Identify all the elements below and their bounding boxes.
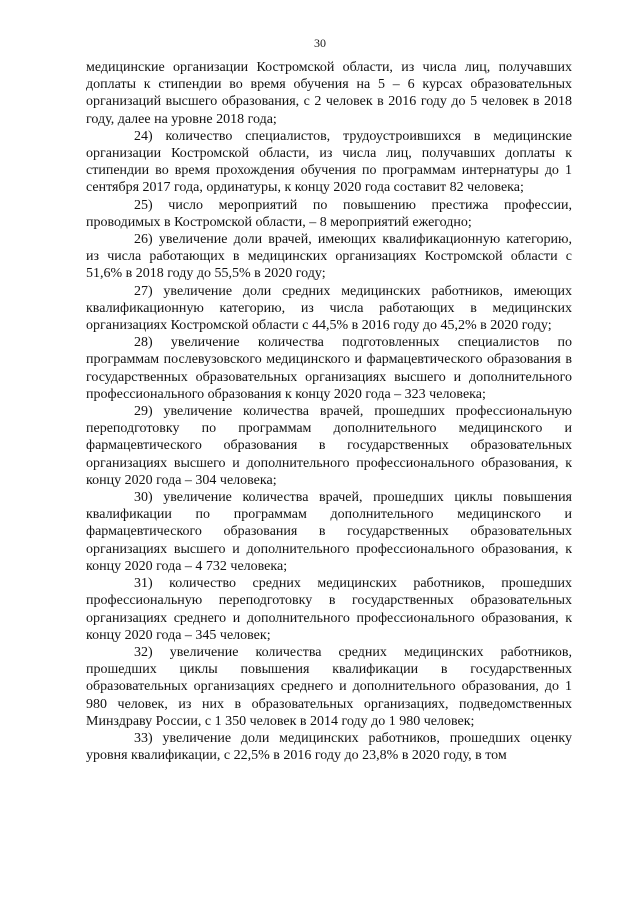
list-item-31: 31) количество средних медицинских работников, прошедших профессиональную переподготовку в государственных образовательных организациях среднего и дополнительного профессионального образования, к концу 2020 года – 345 человек; [86,576,572,643]
list-item-30: 30) увеличение количества врачей, прошедших циклы повышения квалификации по программам дополнительного медицинского и фармацевтического образования в государственных образовательных организациях высшего и дополнительного профессионального образования, к концу 2020 года – 4 732 человека; [86,490,572,574]
list-item-25: 25) число мероприятий по повышению престижа профессии, проводимых в Костромской области, – 8 мероприятий ежегодно; [86,197,572,230]
paragraph-continuation: медицинские организации Костромской области, из числа лиц, получавших доплаты к стипендии во время обучения на 5 – 6 курсах образовательных организаций высшего образования, с 2 человек в 2016 году до 5 человек в 2018 году, далее на уровне 2018 года; [86,60,572,127]
document-body [86,59,572,764]
list-item-27: 27) увеличение доли средних медицинских работников, имеющих квалификационную категорию, из числа работающих в медицинских организациях Костромской области с 44,5% в 2016 году до 45,2% в 2020 году; [86,283,572,334]
page-number: 30 [314,36,326,50]
list-item-29: 29) увеличение количества врачей, прошедших профессиональную переподготовку по программам дополнительного медицинского и фармацевтического образования в государственных образовательных организациях высшего и дополнительного профессионального образования, к концу 2020 года – 304 человека; [86,404,572,488]
list-item-24: 24) количество специалистов, трудоустроившихся в медицинские организации Костромской области, из числа лиц, получавших доплаты к стипендии во время прохождения обучения по программам интернатуры до 1 сентября 2017 года, ординатуры, к концу 2020 года составит 82 человека; [86,128,572,196]
list-item-26: 26) увеличение доли врачей, имеющих квалификационную категорию, из числа работающих в медицинских организациях Костромской области с 51,6% в 2018 году до 55,5% в 2020 году; [86,232,572,282]
list-item-33: 33) увеличение доли медицинских работников, прошедших оценку уровня квалификации, с 22,5% в 2016 году до 23,8% в 2020 году, в том [86,730,572,764]
list-item-28: 28) увеличение количества подготовленных специалистов по программам послевузовского медицинского и фармацевтического образования в государственных образовательных организациях высшего и дополнительного профессионального образования к концу 2020 года – 323 человека; [86,335,572,402]
list-item-32: 32) увеличение количества средних медицинских работников, прошедших циклы повышения квалификации в государственных образовательных организациях среднего и дополнительного образования, до 1 980 человек, из них в образовательных организациях, подведомственных Минздраву России, с 1 350 человек в 2014 году до 1 980 человек; [86,644,572,729]
